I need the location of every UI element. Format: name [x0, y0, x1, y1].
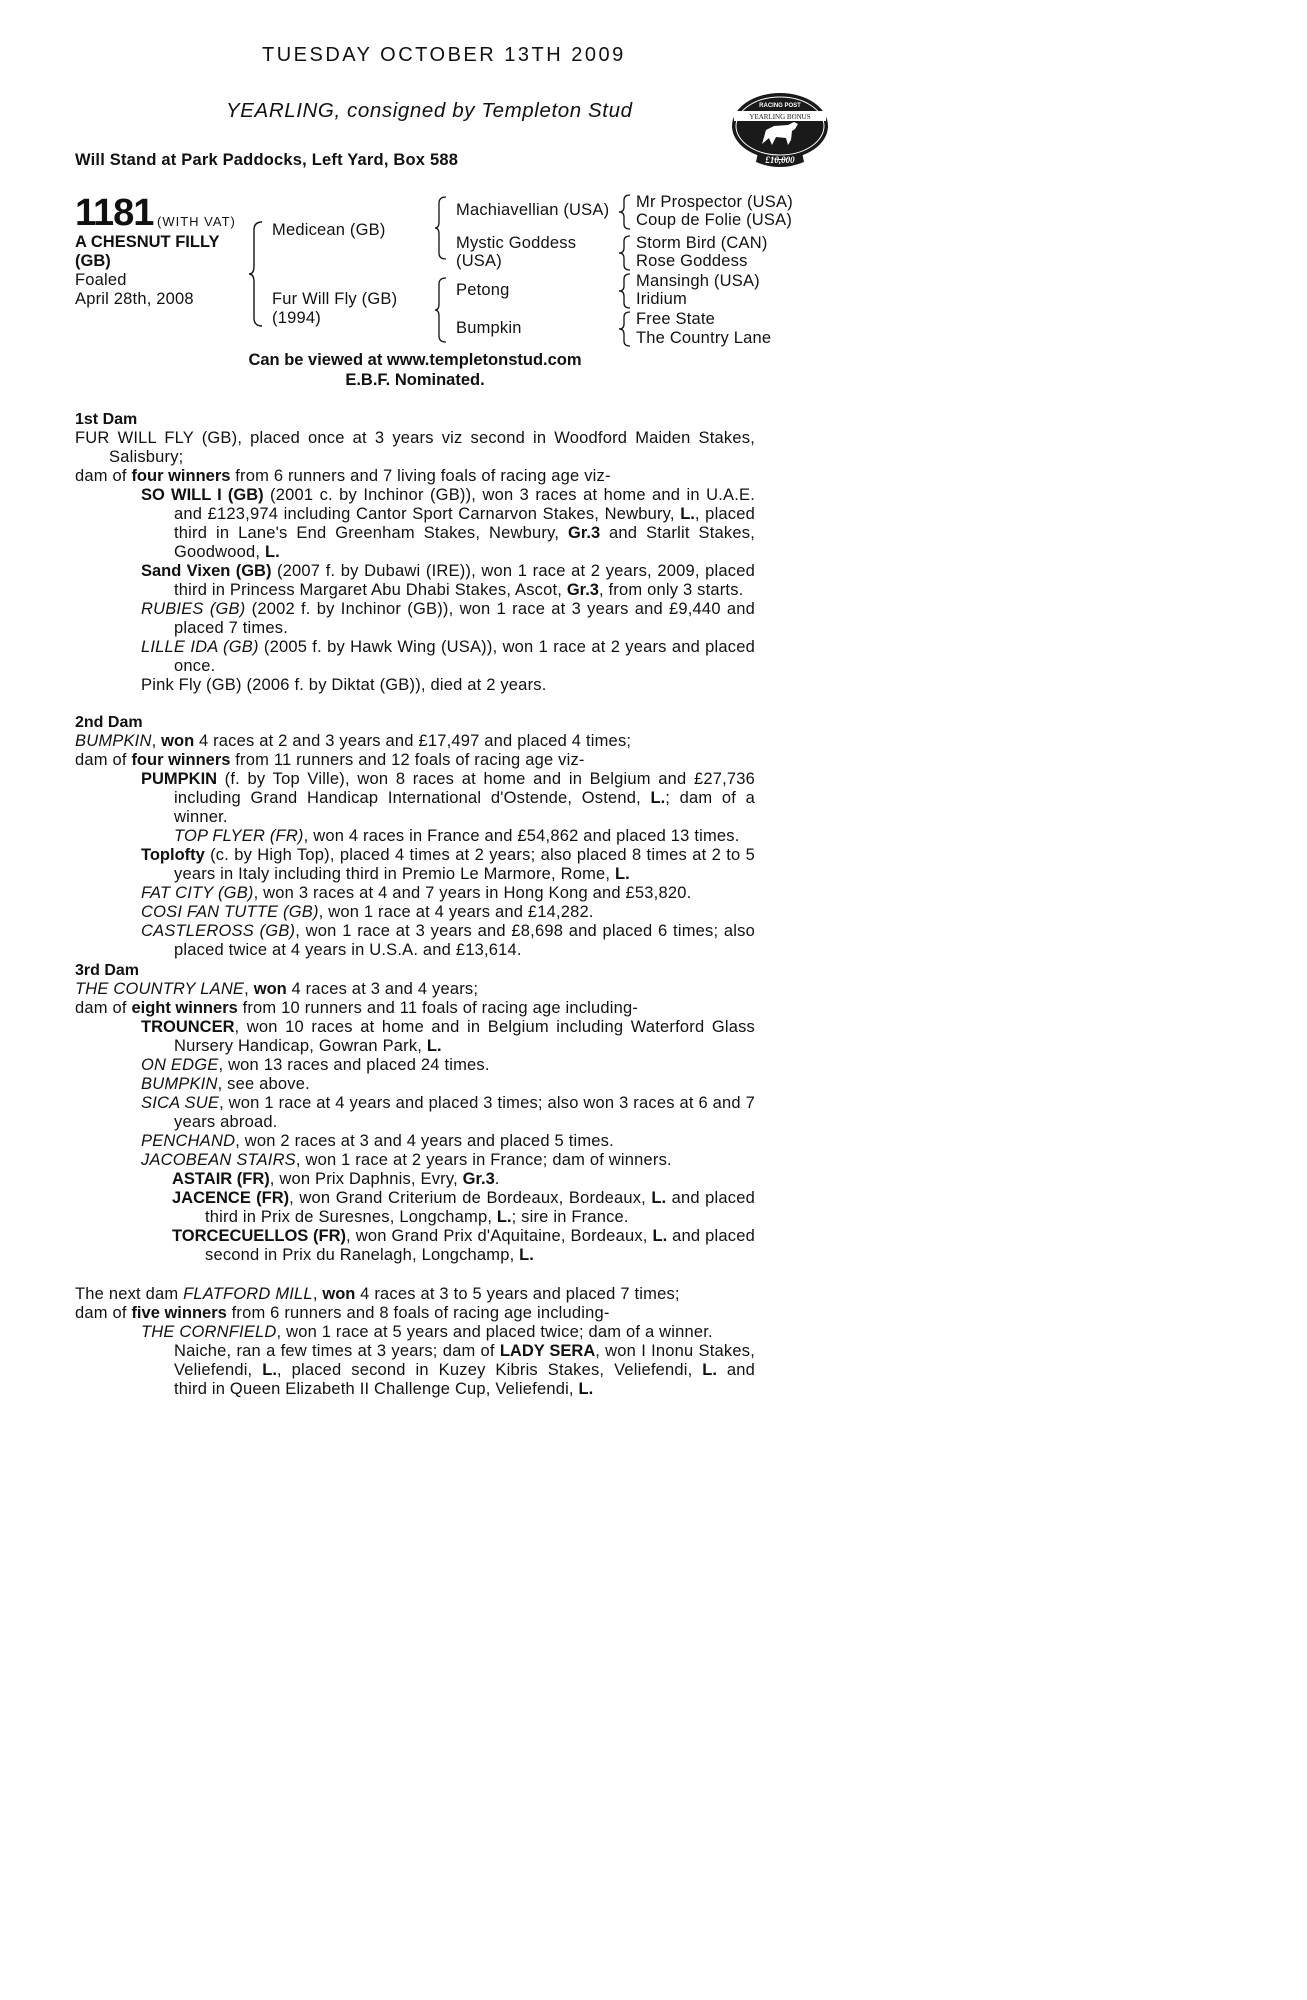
produce-entry: THE CORNFIELD, won 1 race at 5 years and placed twice; dam of a winner. [141, 1323, 713, 1341]
produce-entry: TROUNCER, won 10 races at home and in Belgium including Waterford Glass [141, 1018, 755, 1036]
produce-entry-cont: and £123,974 including Cantor Sport Carnarvon Stakes, Newbury, L., placed [174, 505, 756, 523]
produce-subentry-cont: second in Prix du Ranelagh, Longchamp, L. [205, 1246, 534, 1264]
pedigree-dam: Fur Will Fly (GB) [272, 290, 398, 308]
badge-amount: £10,000 [765, 155, 795, 165]
produce-entry: Toplofty (c. by High Top), placed 4 times at 2 years; also placed 8 times at 2 to 5 [141, 846, 755, 864]
produce-entry-cont: including Grand Handicap International d'Ostende, Ostend, L.; dam of a winner. [174, 789, 755, 826]
produce-entry: RUBIES (GB) (2002 f. by Inchinor (GB)), won 1 race at 3 years and £9,440 and [141, 600, 756, 618]
produce-entry: JACOBEAN STAIRS, won 1 race at 2 years in France; dam of winners. [141, 1151, 672, 1169]
pedigree-sire-dam: Mystic Goddess [456, 234, 577, 252]
produce-entry-cont: Nursery Handicap, Gowran Park, L. [174, 1037, 442, 1055]
produce-entry-cont: placed twice at 4 years in U.S.A. and £13,614. [174, 941, 522, 959]
second-dam-heading: 2nd Dam [75, 714, 143, 731]
second-dam-produce-summary: dam of four winners from 11 runners and 12 foals of racing age viz- [75, 751, 585, 769]
third-dam-heading: 3rd Dam [75, 962, 140, 979]
third-dam-produce-summary: dam of eight winners from 10 runners and 11 foals of racing age including- [75, 999, 639, 1017]
produce-entry-cont: third in Princess Margaret Abu Dhabi Stakes, Ascot, Gr.3, from only 3 starts. [174, 581, 744, 599]
first-dam-heading: 1st Dam [75, 411, 138, 428]
first-dam-produce-summary: dam of four winners from 6 runners and 7 living foals of racing age viz- [75, 467, 611, 485]
produce-subentry-cont: Veliefendi, L., placed second in Kuzey Kibris Stakes, Veliefendi, L. and [174, 1361, 755, 1379]
badge-top-text: RACING POST [759, 103, 801, 109]
ebf-note: E.B.F. Nominated. [345, 371, 485, 389]
pedigree-g3: Storm Bird (CAN) [636, 234, 768, 252]
pedigree-dam-sire: Petong [456, 281, 510, 299]
produce-subentry: JACENCE (FR), won Grand Criterium de Bordeaux, Bordeaux, L. and placed [172, 1189, 755, 1207]
produce-entry: Sand Vixen (GB) (2007 f. by Dubawi (IRE)), won 1 race at 2 years, 2009, placed [141, 562, 755, 580]
first-dam-line: Salisbury; [109, 448, 184, 466]
pedigree-g2: Coup de Folie (USA) [636, 211, 793, 229]
pedigree-brace-dam [434, 276, 448, 344]
pedigree-g6: Iridium [636, 290, 687, 308]
produce-entry: BUMPKIN, see above. [141, 1075, 310, 1093]
lot-description: A CHESNUT FILLY [75, 233, 220, 251]
pedigree-brace-sire [434, 195, 448, 261]
produce-entry-cont: placed 7 times. [174, 619, 288, 637]
pedigree-brace-g4 [618, 310, 632, 348]
pedigree-sire-sire: Machiavellian (USA) [456, 201, 610, 219]
pedigree-g1: Mr Prospector (USA) [636, 193, 793, 211]
produce-entry: PENCHAND, won 2 races at 3 and 4 years and placed 5 times. [141, 1132, 614, 1150]
second-dam-line: BUMPKIN, won 4 races at 2 and 3 years and £17,497 and placed 4 times; [75, 732, 632, 750]
produce-entry: Pink Fly (GB) (2006 f. by Diktat (GB)), died at 2 years. [141, 676, 547, 694]
pedigree-brace-g3 [618, 272, 632, 310]
lot-number: 1181 [75, 192, 154, 234]
pedigree-g8: The Country Lane [636, 329, 772, 347]
produce-entry-cont: years abroad. [174, 1113, 278, 1131]
yearling-bonus-logo [728, 90, 832, 170]
produce-subentry: Naiche, ran a few times at 3 years; dam of LADY SERA, won I Inonu Stakes, [174, 1342, 755, 1360]
pedigree-sire-dam-country: (USA) [456, 252, 502, 270]
produce-entry: ON EDGE, won 13 races and placed 24 times. [141, 1056, 490, 1074]
pedigree-brace-g2 [618, 234, 632, 272]
pedigree-g5: Mansingh (USA) [636, 272, 760, 290]
website-note: Can be viewed at www.templetonstud.com [248, 351, 582, 369]
first-dam-line: FUR WILL FLY (GB), placed once at 3 years viz second in Woodford Maiden Stakes, [75, 429, 755, 447]
stand-location: Will Stand at Park Paddocks, Left Yard, Box 588 [75, 151, 459, 169]
lot-description-country: (GB) [75, 252, 111, 270]
next-dam-section [75, 1285, 755, 1399]
vat-note: (WITH VAT) [157, 214, 236, 229]
produce-subentry-cont: third in Prix de Suresnes, Longchamp, L.; sire in France. [205, 1208, 629, 1226]
produce-entry: FAT CITY (GB), won 3 races at 4 and 7 years in Hong Kong and £53,820. [141, 884, 692, 902]
produce-entry-cont: years in Italy including third in Premio Le Marmore, Rome, L. [174, 865, 630, 883]
pedigree-dam-year: (1994) [272, 309, 321, 327]
badge-middle-text: YEARLING BONUS [749, 113, 811, 121]
produce-subentry: TORCECUELLOS (FR), won Grand Prix d'Aquitaine, Bordeaux, L. and placed [172, 1227, 755, 1245]
produce-entry: PUMPKIN (f. by Top Ville), won 8 races at home and in Belgium and £27,736 [141, 770, 755, 788]
pedigree-brace-main [248, 220, 264, 328]
pedigree-g7: Free State [636, 310, 716, 328]
produce-entry-cont: TOP FLYER (FR), won 4 races in France and £54,862 and placed 13 times. [174, 827, 740, 845]
third-dam-line: THE COUNTRY LANE, won 4 races at 3 and 4 years; [75, 980, 479, 998]
produce-entry-cont: third in Lane's End Greenham Stakes, Newbury, Gr.3 and Starlit Stakes, [174, 524, 755, 542]
pedigree-dam-dam: Bumpkin [456, 319, 522, 337]
produce-subentry-cont: third in Queen Elizabeth II Challenge Cup, Veliefendi, L. [174, 1380, 594, 1398]
next-dam-produce-summary: dam of five winners from 6 runners and 8 foals of racing age including- [75, 1304, 610, 1322]
next-dam-line: The next dam FLATFORD MILL, won 4 races at 3 to 5 years and placed 7 times; [75, 1285, 680, 1303]
produce-entry-cont: once. [174, 657, 216, 675]
yearling-bonus-badge [728, 90, 832, 170]
consignment-line: YEARLING, consigned by Templeton Stud [226, 99, 633, 122]
third-dam-section [75, 961, 755, 1265]
foaled-date: April 28th, 2008 [75, 290, 194, 308]
sale-date: TUESDAY OCTOBER 13TH 2009 [262, 44, 626, 66]
produce-entry: COSI FAN TUTTE (GB), won 1 race at 4 years and £14,282. [141, 903, 594, 921]
foaled-label: Foaled [75, 271, 127, 289]
produce-subentry: ASTAIR (FR), won Prix Daphnis, Evry, Gr.3. [172, 1170, 500, 1188]
produce-entry-cont: Goodwood, L. [174, 543, 280, 561]
pedigree-sire: Medicean (GB) [272, 221, 386, 239]
produce-entry: CASTLEROSS (GB), won 1 race at 3 years and £8,698 and placed 6 times; also [141, 922, 755, 940]
pedigree-g4: Rose Goddess [636, 252, 748, 270]
first-dam-section [75, 410, 755, 695]
produce-entry: SO WILL I (GB) (2001 c. by Inchinor (GB)), won 3 races at home and in U.A.E. [141, 486, 756, 504]
pedigree-brace-g1 [618, 193, 632, 231]
second-dam-section [75, 713, 755, 960]
produce-entry: SICA SUE, won 1 race at 4 years and placed 3 times; also won 3 races at 6 and 7 [141, 1094, 755, 1112]
produce-entry: LILLE IDA (GB) (2005 f. by Hawk Wing (USA)), won 1 race at 2 years and placed [141, 638, 756, 656]
